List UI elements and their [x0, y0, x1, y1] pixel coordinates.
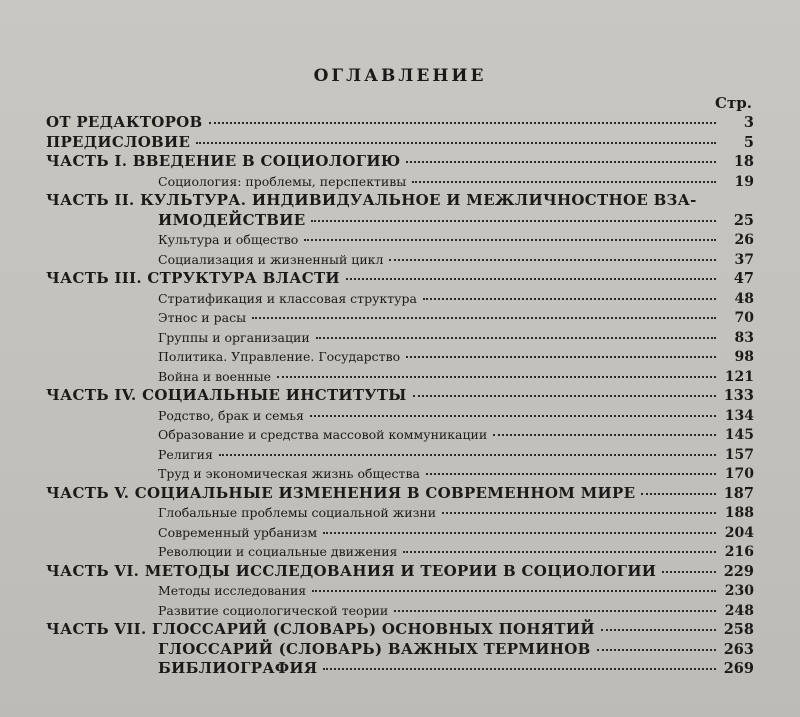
dot-leader [389, 258, 716, 261]
page-column-label: Стр. [715, 94, 752, 112]
toc-entry-title: Современный урбанизм [158, 524, 318, 540]
toc-entry-page: 25 [733, 211, 754, 229]
toc-entry [46, 542, 754, 562]
toc-entry [46, 386, 754, 406]
toc-entry [46, 289, 754, 309]
dot-leader [406, 355, 716, 358]
dot-leader [312, 589, 716, 592]
toc-entry-page: 37 [734, 251, 754, 268]
toc-entry-page: 204 [724, 524, 754, 541]
toc-entry-title: Глобальные проблемы социальной жизни [158, 505, 437, 520]
toc-entry [46, 250, 754, 270]
toc-entry-title: Революции и социальные движения [158, 544, 398, 559]
toc-entry [46, 562, 754, 582]
dot-leader [423, 297, 716, 300]
toc-entry-page: 145 [724, 427, 754, 443]
toc-entry-page: 188 [724, 505, 754, 521]
toc-entry-page: 48 [734, 290, 754, 307]
toc-entry-title: ЧАСТЬ V. СОЦИАЛЬНЫЕ ИЗМЕНЕНИЯ В СОВРЕМЕННОМ МИРЕ [46, 483, 636, 502]
toc-entry [46, 581, 754, 601]
toc-entry-page: 3 [743, 114, 754, 131]
toc-entry [46, 464, 754, 484]
toc-entry-page: 121 [724, 368, 754, 385]
toc-entry-page: 258 [723, 621, 754, 638]
dot-leader [252, 316, 716, 319]
toc-entry-title: БИБЛИОГРАФИЯ [158, 659, 318, 677]
toc-entry [46, 406, 754, 426]
toc-entry-title: ЧАСТЬ II. КУЛЬТУРА. ИНДИВИДУАЛЬНОЕ И МЕЖЛИЧНОСТНОЕ ВЗА- [46, 191, 697, 209]
toc-entry [46, 445, 754, 465]
toc-entry-title: Культура и общество [158, 232, 299, 247]
dot-leader [316, 336, 716, 339]
toc-entry-page: 134 [724, 407, 754, 424]
toc-entry-title: Стратификация и классовая структура [158, 290, 417, 306]
toc-entry [46, 269, 754, 289]
toc-entry-title: Социализация и жизненный цикл [158, 251, 384, 267]
toc-entry-title: ЧАСТЬ VII. ГЛОССАРИЙ (СЛОВАРЬ) ОСНОВНЫХ ПОНЯТИЙ [46, 620, 595, 638]
toc-entry-page: 98 [734, 349, 754, 365]
toc-entry-page: 216 [724, 544, 754, 560]
dot-leader [412, 180, 716, 183]
dot-leader [426, 472, 716, 475]
toc-entry-title: ЧАСТЬ I. ВВЕДЕНИЕ В СОЦИОЛОГИЮ [46, 152, 401, 170]
toc-entry-page: 229 [723, 562, 754, 580]
toc-entry-page: 269 [723, 660, 754, 677]
dot-leader [641, 492, 716, 495]
toc-entry-title: Родство, брак и семья [158, 407, 304, 423]
toc-entry [46, 367, 754, 387]
toc-entry [46, 347, 754, 367]
table-of-contents [46, 113, 754, 679]
toc-entry [46, 113, 754, 133]
dot-leader [394, 609, 716, 612]
page-title: ОГЛАВЛЕНИЕ [313, 66, 487, 86]
toc-entry-title: Образование и средства массовой коммуникации [158, 427, 488, 442]
toc-entry-page: 187 [723, 484, 754, 502]
dot-leader [493, 433, 716, 436]
toc-entry [46, 425, 754, 445]
dot-leader [196, 141, 716, 144]
dot-leader [662, 570, 716, 573]
toc-entry-title: ИМОДЕЙСТВИЕ [158, 210, 306, 229]
dot-leader [703, 201, 716, 202]
dot-leader [311, 219, 716, 222]
toc-entry-title: ЧАСТЬ III. СТРУКТУРА ВЛАСТИ [46, 269, 340, 287]
toc-entry-title: Политика. Управление. Государство [158, 349, 401, 364]
dot-leader [403, 550, 716, 553]
toc-entry [46, 523, 754, 543]
toc-entry-title: ЧАСТЬ IV. СОЦИАЛЬНЫЕ ИНСТИТУТЫ [46, 386, 407, 404]
dot-leader [601, 628, 716, 631]
toc-entry [46, 601, 754, 621]
toc-entry-title: Социология: проблемы, перспективы [158, 173, 407, 189]
toc-entry [46, 308, 754, 328]
toc-entry-title: Война и военные [158, 368, 272, 384]
toc-entry-title: Методы исследования [158, 583, 307, 598]
toc-entry-title: Этнос и расы [158, 310, 247, 325]
toc-entry [46, 191, 754, 211]
toc-entry-title: Развитие социологической теории [158, 602, 389, 618]
dot-leader [310, 414, 716, 417]
dot-leader [413, 394, 716, 397]
dot-leader [442, 511, 716, 514]
toc-entry [46, 328, 754, 348]
toc-entry-title: ГЛОССАРИЙ (СЛОВАРЬ) ВАЖНЫХ ТЕРМИНОВ [158, 639, 591, 658]
toc-entry-page: 170 [724, 466, 754, 482]
toc-entry [46, 211, 754, 231]
dot-leader [323, 667, 716, 670]
toc-entry-title: ОТ РЕДАКТОРОВ [46, 113, 203, 131]
toc-entry-page: 18 [733, 153, 754, 170]
toc-entry-page: 157 [724, 446, 754, 463]
toc-entry-page: 5 [743, 133, 754, 151]
toc-entry [46, 620, 754, 640]
toc-entry [46, 640, 754, 660]
dot-leader [209, 121, 716, 124]
toc-entry-title: ЧАСТЬ VI. МЕТОДЫ ИССЛЕДОВАНИЯ И ТЕОРИИ В СОЦИОЛОГИИ [46, 561, 657, 580]
toc-entry-page: 83 [734, 329, 754, 346]
dot-leader [219, 453, 716, 456]
dot-leader [406, 160, 716, 163]
dot-leader [346, 277, 716, 280]
dot-leader [304, 238, 716, 241]
toc-entry [46, 659, 754, 679]
toc-entry-page: 263 [723, 640, 754, 658]
toc-entry-title: Труд и экономическая жизнь общества [158, 466, 420, 481]
toc-entry-title: Группы и организации [158, 329, 310, 345]
dot-leader [597, 648, 716, 651]
toc-entry [46, 484, 754, 504]
toc-entry-page: 133 [723, 387, 754, 404]
toc-entry [46, 133, 754, 153]
toc-entry-title: Религия [158, 446, 213, 462]
toc-entry-page: 26 [734, 232, 754, 248]
toc-entry-page: 248 [724, 602, 754, 619]
toc-entry [46, 172, 754, 192]
toc-entry-page: 70 [734, 310, 754, 326]
toc-entry [46, 152, 754, 172]
toc-entry-page: 47 [733, 270, 754, 287]
toc-entry-page: 19 [734, 173, 754, 190]
toc-entry [46, 503, 754, 523]
toc-entry [46, 230, 754, 250]
toc-entry-page: 230 [724, 583, 754, 599]
dot-leader [323, 531, 716, 534]
dot-leader [277, 375, 716, 378]
toc-entry-title: ПРЕДИСЛОВИЕ [46, 132, 191, 151]
